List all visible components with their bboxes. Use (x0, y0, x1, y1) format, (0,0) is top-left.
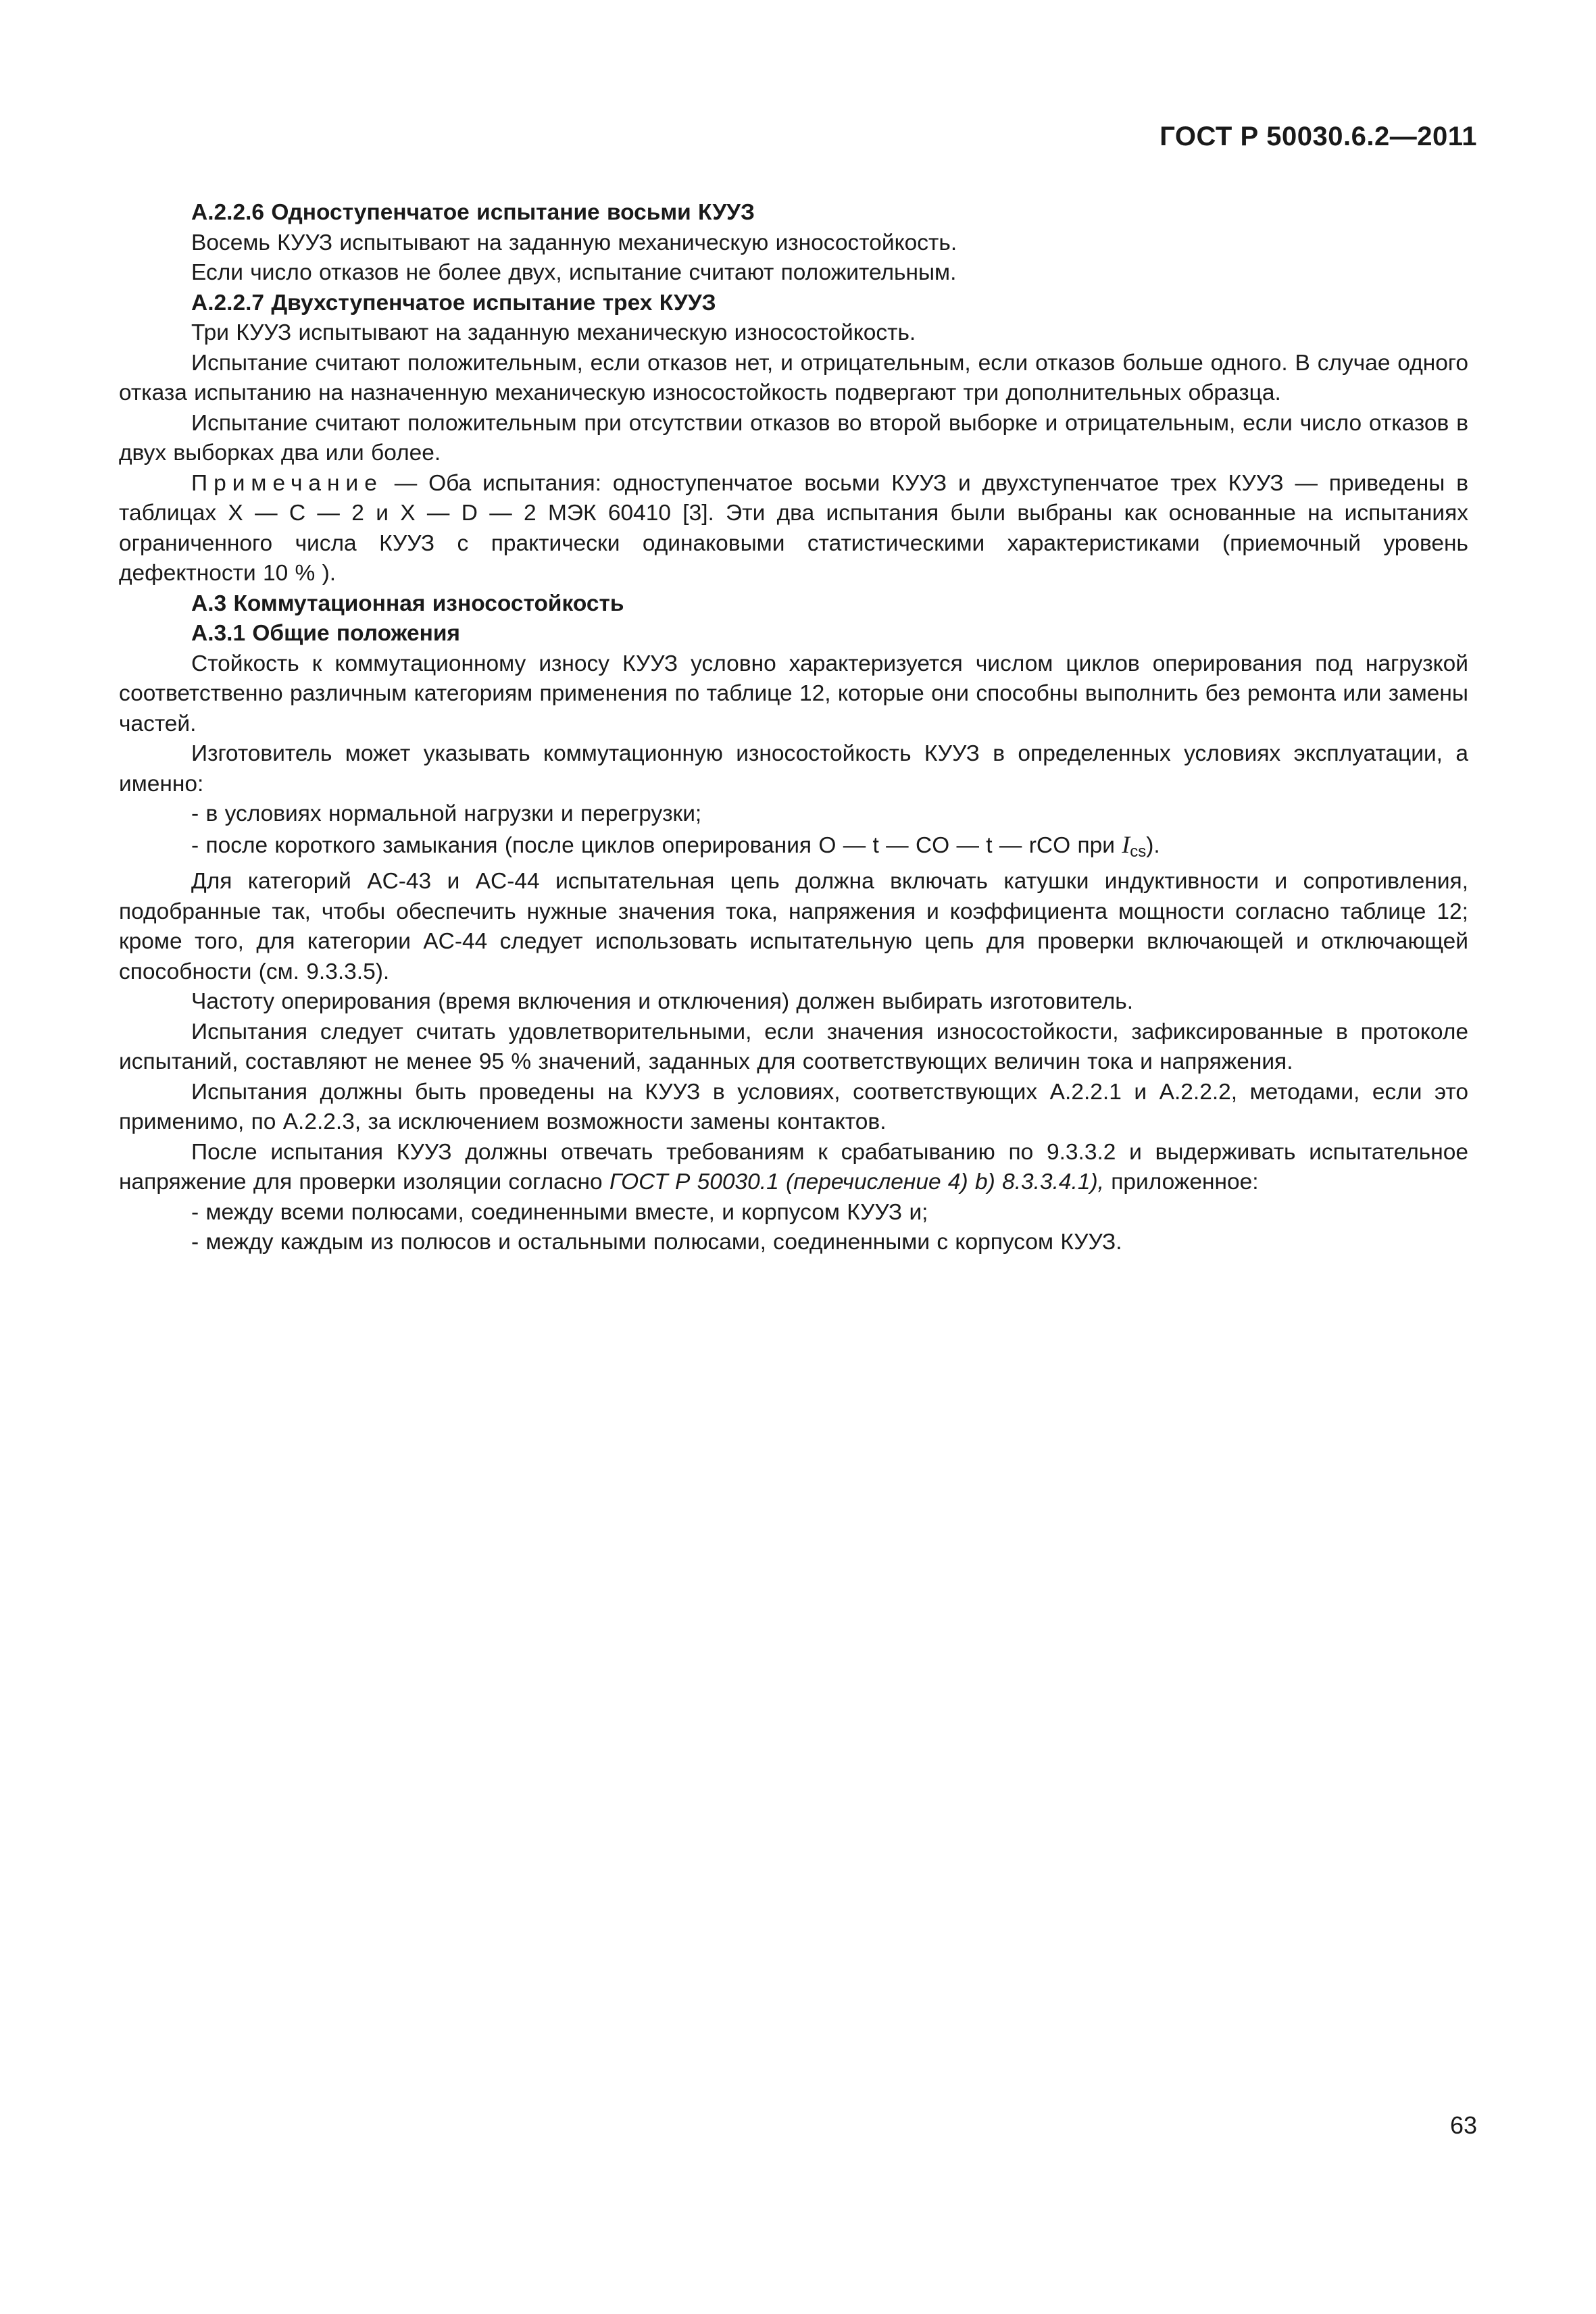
paragraph-tail: приложенное: (1103, 1169, 1259, 1194)
section-heading-a226: А.2.2.6 Одноступенчатое испытание восьми КУУЗ (191, 200, 755, 225)
note (119, 469, 1468, 589)
paragraph: Частоту оперирования (время включения и отключения) должен выбирать изготовитель. (191, 989, 1133, 1014)
list-item: - в условиях нормальной нагрузки и перегрузки; (191, 801, 702, 826)
paragraph: Испытание считают положительным при отсутствии отказов во второй выборке и отрицательным, если число отказов в двух выборках два или более. (119, 410, 1468, 466)
current-symbol-subscript: cs (1130, 842, 1147, 861)
list-item (119, 830, 1468, 867)
paragraph-text: После испытания КУУЗ должны отвечать требованиям к срабатыванию по 9.3.3.2 и выдерживать испытательное напряжение для проверки изоляции согласно (119, 1139, 1468, 1194)
paragraph: Стойкость к коммутационному износу КУУЗ условно характеризуется числом циклов оперирования под нагрузкой соответственно различным категориям применения по таблице 12, которые они способны выполнить без ремонта или замены частей. (119, 651, 1468, 736)
current-symbol-letter: I (1122, 830, 1130, 858)
standard-reference: ГОСТ Р 50030.1 (перечисление 4) b) 8.3.3.4.1), (609, 1169, 1104, 1194)
current-symbol (1122, 830, 1147, 861)
section-heading-a31: А.3.1 Общие положения (191, 621, 460, 646)
paragraph: Испытание считают положительным, если отказов нет, и отрицательным, если отказов больше одного. В случае одного отказа испытанию на назначенную механическую износостойкость подвергают три дополнительных образца. (119, 350, 1468, 405)
paragraph (119, 1138, 1468, 1198)
list-item: - между всеми полюсами, соединенными вместе, и корпусом КУУЗ и; (191, 1199, 928, 1225)
page-body (119, 198, 1468, 1258)
paragraph: Для категорий AC-43 и AC-44 испытательная цепь должна включать катушки индуктивности и сопротивления, подобранные так, чтобы обеспечить нужные значения тока, напряжения и коэффициента мощности согласно таблице 12; кроме того, для категории AC-44 следует использовать испытательную цепь для проверки включающей и отключающей способности (см. 9.3.3.5). (119, 869, 1468, 984)
list-item-tail: ). (1146, 832, 1160, 858)
list-item-text: - после короткого замыкания (после циклов оперирования O — t — CO — t — rCO при (191, 832, 1122, 858)
paragraph: Восемь КУУЗ испытывают на заданную механическую износостойкость. (191, 230, 957, 255)
paragraph: Три КУУЗ испытывают на заданную механическую износостойкость. (191, 320, 916, 345)
paragraph: Испытания должны быть проведены на КУУЗ в условиях, соответствующих А.2.2.1 и А.2.2.2, методами, если это применимо, по А.2.2.3, за исключением возможности замены контактов. (119, 1079, 1468, 1134)
list-item: - между каждым из полюсов и остальными полюсами, соединенными с корпусом КУУЗ. (191, 1230, 1122, 1255)
note-text: — Оба испытания: одноступенчатое восьми КУУЗ и двухступенчатое трех КУУЗ — приведены в таблицах X — C — 2 и X — D — 2 МЭК 60410 [3]. Эти два испытания были выбраны как основанные на испытаниях ограниченного числа КУУЗ с практически одинаковыми статистическими характеристиками (приемочный уровень дефектности 10 % ). (119, 470, 1469, 586)
paragraph: Если число отказов не более двух, испытание считают положительным. (191, 260, 957, 285)
document-code: ГОСТ Р 50030.6.2—2011 (1159, 122, 1477, 151)
page-number: 63 (1449, 2111, 1477, 2139)
paragraph: Изготовитель может указывать коммутационную износостойкость КУУЗ в определенных условиях эксплуатации, а именно: (119, 741, 1468, 797)
paragraph: Испытания следует считать удовлетворительными, если значения износостойкости, зафиксированные в протоколе испытаний, составляют не менее 95 % значений, заданных для соответствующих величин тока и напряжения. (119, 1019, 1468, 1074)
section-heading-a3: А.3 Коммутационная износостойкость (191, 590, 624, 616)
section-heading-a227: А.2.2.7 Двухступенчатое испытание трех КУУЗ (191, 290, 716, 316)
note-label: Примечание (191, 470, 383, 496)
